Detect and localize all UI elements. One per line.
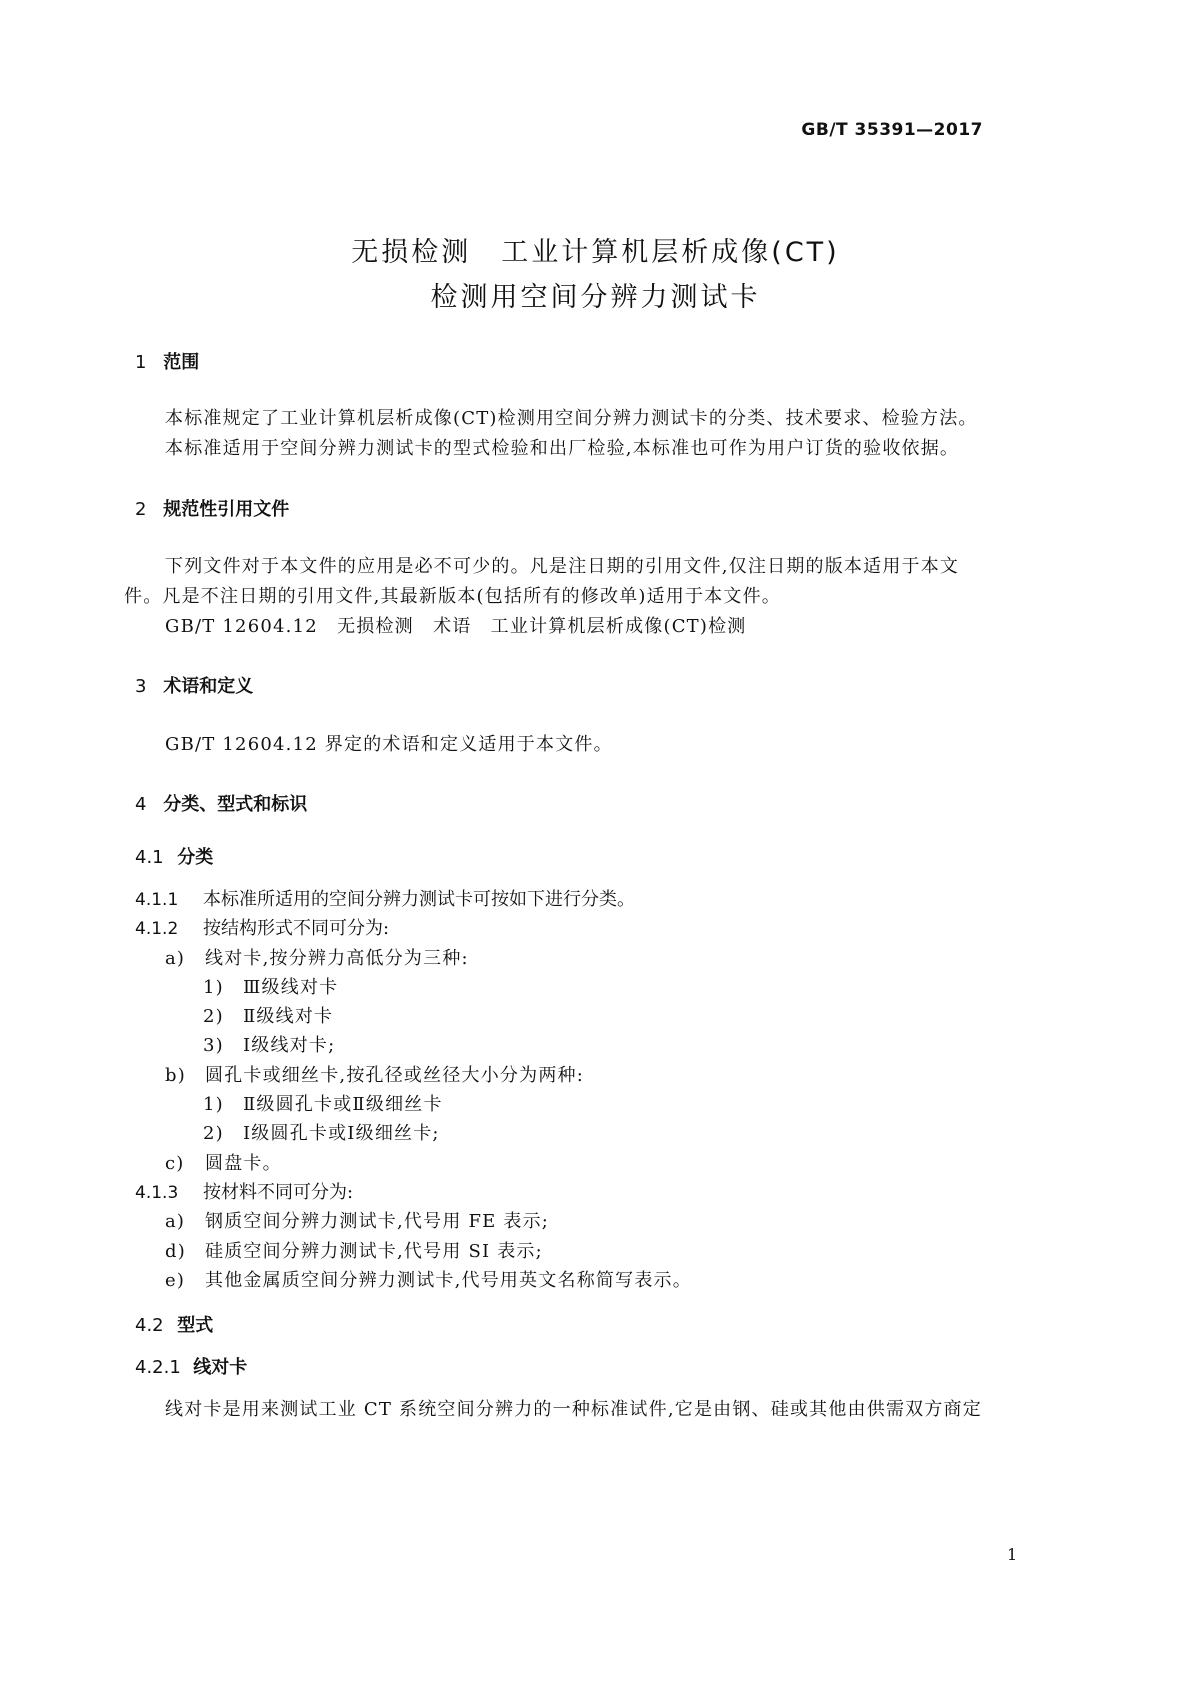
- section-4-heading: [135, 790, 307, 816]
- clause-4-1-1: [135, 885, 635, 911]
- list-label: e): [165, 1270, 186, 1291]
- clause-4-1-3: [135, 1178, 353, 1204]
- list-text: 其他金属质空间分辨力测试卡,代号用英文名称简写表示。: [205, 1270, 692, 1291]
- paragraph: GB/T 12604.12 界定的术语和定义适用于本文件。: [165, 734, 613, 755]
- list-text: 钢质空间分辨力测试卡,代号用 FE 表示;: [205, 1211, 550, 1232]
- list-text: 硅质空间分辨力测试卡,代号用 SI 表示;: [205, 1241, 543, 1262]
- clause-text: 按结构形式不同可分为:: [203, 918, 390, 939]
- list-item: [203, 1002, 333, 1028]
- section-title: 分类、型式和标识: [163, 794, 308, 815]
- section-number: 4: [135, 794, 147, 815]
- clause-text: 按材料不同可分为:: [203, 1182, 354, 1203]
- list-label: 1): [203, 1094, 224, 1115]
- list-label: 1): [203, 977, 224, 998]
- paragraph: 件。凡是不注日期的引用文件,其最新版本(包括所有的修改单)适用于本文件。: [124, 586, 781, 607]
- section-number: 1: [135, 352, 147, 373]
- list-text: Ⅲ级线对卡: [243, 977, 339, 998]
- list-text: Ⅰ级圆孔卡或Ⅰ级细丝卡;: [243, 1123, 440, 1144]
- section-title: 型式: [177, 1315, 214, 1336]
- list-text: Ⅰ级线对卡;: [243, 1035, 336, 1056]
- list-item: [165, 1149, 282, 1175]
- list-label: c): [165, 1153, 185, 1174]
- clause-number: 4.1.2: [135, 919, 179, 939]
- section-number: 3: [135, 676, 147, 697]
- list-item: [165, 1266, 692, 1292]
- list-text: 圆孔卡或细丝卡,按孔径或丝径大小分为两种:: [205, 1065, 584, 1086]
- section-title: 术语和定义: [163, 676, 254, 697]
- list-item: [165, 944, 469, 970]
- section-number: 4.1: [135, 847, 164, 868]
- section-2-heading: [135, 495, 289, 521]
- section-number: 4.2: [135, 1315, 164, 1336]
- clause-4-1-2: [135, 914, 389, 940]
- list-item: [203, 973, 338, 999]
- list-item: [165, 1061, 584, 1087]
- document-title-line2: 检测用空间分辨力测试卡: [430, 282, 761, 313]
- subsection-4-1-heading: [135, 843, 213, 869]
- paragraph: 本标准规定了工业计算机层析成像(CT)检测用空间分辨力测试卡的分类、技术要求、检验方法。: [165, 408, 978, 429]
- list-text: Ⅱ级圆孔卡或Ⅱ级细丝卡: [243, 1094, 443, 1115]
- list-item: [203, 1031, 335, 1057]
- list-label: d): [165, 1241, 186, 1262]
- clause-text: 本标准所适用的空间分辨力测试卡可按如下进行分类。: [203, 889, 635, 910]
- clause-number: 4.1.1: [135, 890, 179, 910]
- list-label: 2): [203, 1123, 224, 1144]
- list-label: a): [165, 1211, 186, 1232]
- list-item: [165, 1237, 543, 1263]
- section-number: 2: [135, 499, 147, 520]
- section-title: 规范性引用文件: [163, 499, 290, 520]
- document-title-line1: 无损检测 工业计算机层析成像(CT): [351, 237, 840, 268]
- list-text: Ⅱ级线对卡: [243, 1006, 334, 1027]
- section-title: 线对卡: [193, 1357, 248, 1378]
- list-label: a): [165, 948, 186, 969]
- list-item: [165, 1207, 549, 1233]
- page-number: 1: [1007, 1545, 1018, 1564]
- normative-reference: GB/T 12604.12 无损检测 术语 工业计算机层析成像(CT)检测: [165, 616, 747, 637]
- list-label: 2): [203, 1006, 224, 1027]
- paragraph: 本标准适用于空间分辨力测试卡的型式检验和出厂检验,本标准也可作为用户订货的验收依据。: [165, 438, 960, 459]
- list-text: 线对卡,按分辨力高低分为三种:: [205, 948, 469, 969]
- section-number: 4.2.1: [135, 1357, 181, 1378]
- list-label: 3): [203, 1035, 224, 1056]
- section-title: 范围: [163, 352, 200, 373]
- section-title: 分类: [177, 847, 214, 868]
- paragraph: 下列文件对于本文件的应用是必不可少的。凡是注日期的引用文件,仅注日期的版本适用于本文: [165, 556, 960, 577]
- list-label: b): [165, 1065, 186, 1086]
- list-item: [203, 1090, 443, 1116]
- section-1-heading: [135, 348, 199, 374]
- list-text: 圆盘卡。: [205, 1153, 282, 1174]
- standard-number: GB/T 35391—2017: [801, 120, 983, 140]
- section-3-heading: [135, 672, 253, 698]
- clause-number: 4.1.3: [135, 1183, 179, 1203]
- list-item: [203, 1119, 440, 1145]
- paragraph: 线对卡是用来测试工业 CT 系统空间分辨力的一种标准试件,它是由钢、硅或其他由供需双方商定: [165, 1399, 982, 1420]
- subsection-4-2-heading: [135, 1311, 213, 1337]
- subsection-4-2-1-heading: [135, 1353, 247, 1379]
